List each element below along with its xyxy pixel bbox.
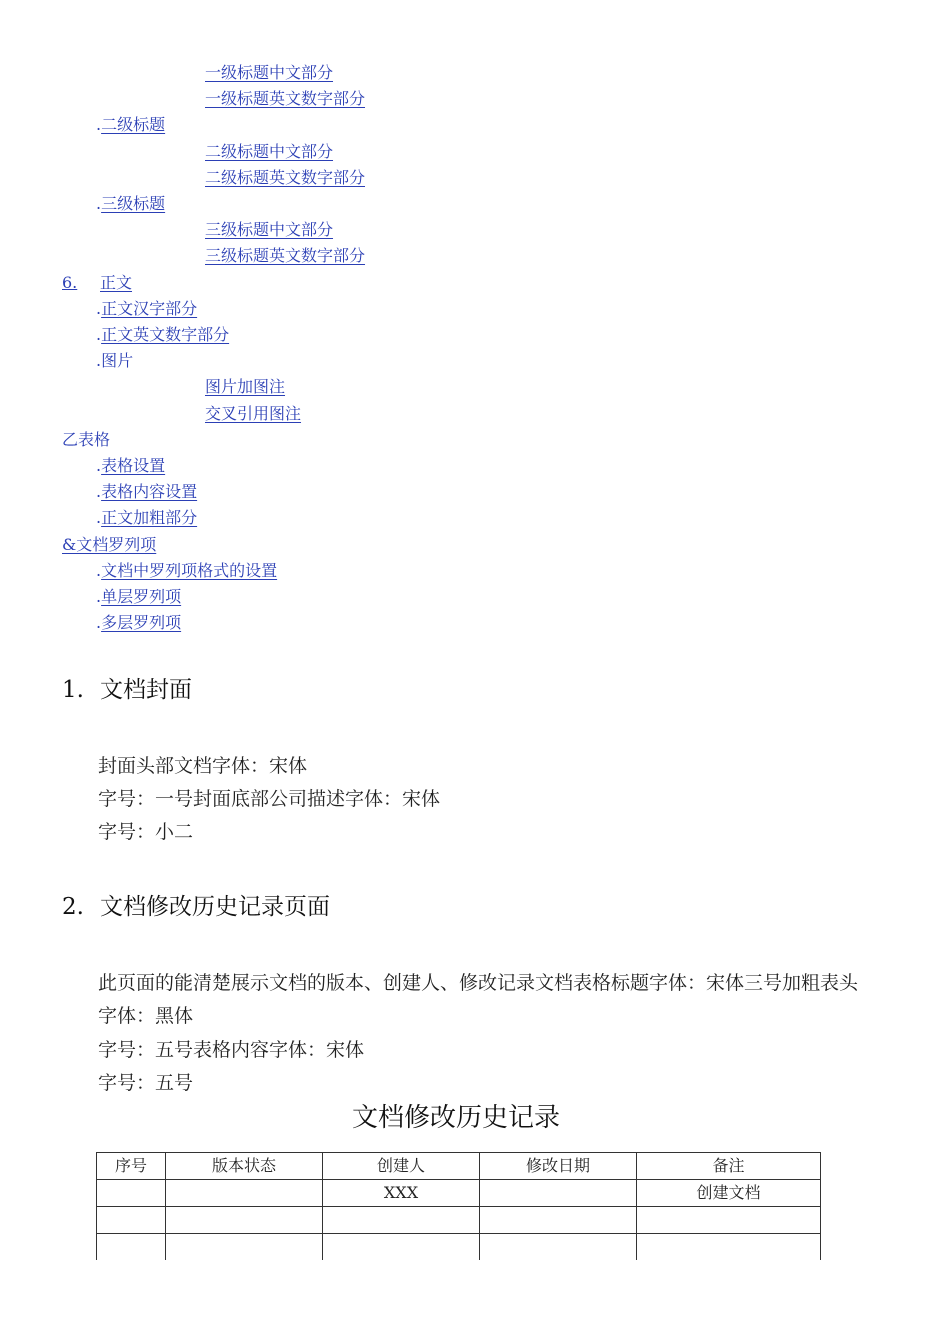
toc-entry-link[interactable]: 正文 bbox=[100, 272, 133, 292]
header-cell: 修改日期 bbox=[480, 1153, 637, 1180]
table-cell bbox=[637, 1234, 821, 1261]
toc-entry[interactable] bbox=[62, 427, 110, 453]
toc-entry-link[interactable]: 图片 bbox=[101, 351, 134, 371]
toc-entry-number: . bbox=[96, 298, 102, 318]
toc-entry-link[interactable]: 二级标题 bbox=[101, 115, 166, 135]
table-cell bbox=[480, 1207, 637, 1234]
toc-entry[interactable] bbox=[205, 139, 333, 165]
toc-entry[interactable] bbox=[96, 505, 197, 531]
header-cell: 序号 bbox=[97, 1153, 166, 1180]
toc-entry-number: . bbox=[96, 508, 102, 528]
table-cell bbox=[323, 1234, 480, 1261]
section-2-line: 字号：五号表格内容字体：宋体 bbox=[98, 1039, 365, 1061]
toc-entry-link[interactable]: 乙表格 bbox=[62, 429, 111, 449]
toc-entry-number: . bbox=[96, 194, 102, 213]
toc-entry[interactable] bbox=[205, 374, 285, 400]
section-2-heading bbox=[62, 892, 330, 922]
header-cell: 备注 bbox=[637, 1153, 821, 1180]
toc-entry-number: . bbox=[96, 325, 102, 344]
toc-entry-link[interactable]: 三级标题中文部分 bbox=[205, 220, 334, 240]
toc-entry-link[interactable]: 正文汉字部分 bbox=[101, 298, 198, 318]
toc-entry-number: . bbox=[96, 560, 102, 580]
toc-entry-link[interactable]: 单层罗列项 bbox=[101, 587, 182, 606]
toc-entry-number: . bbox=[96, 613, 102, 633]
toc-entry[interactable] bbox=[96, 453, 165, 479]
toc-entry-number: . bbox=[96, 482, 102, 502]
toc-entry[interactable] bbox=[96, 584, 181, 610]
toc-entry-link[interactable]: 一级标题英文数字部分 bbox=[205, 89, 366, 109]
toc-entry[interactable] bbox=[205, 60, 333, 86]
table-cell bbox=[323, 1207, 480, 1234]
toc-entry[interactable] bbox=[96, 296, 197, 322]
section-1-title: 文档封面 bbox=[100, 677, 192, 703]
toc-entry[interactable] bbox=[205, 165, 365, 191]
section-1-line: 字号：小二 bbox=[98, 821, 194, 843]
section-2-line: 字号：五号 bbox=[98, 1072, 194, 1094]
toc-entry[interactable] bbox=[205, 401, 301, 427]
table-cell bbox=[97, 1234, 166, 1261]
table-cell bbox=[166, 1207, 323, 1234]
table-cell bbox=[637, 1207, 821, 1234]
toc-entry-link[interactable]: 表格内容设置 bbox=[101, 482, 198, 502]
toc-entry[interactable] bbox=[96, 112, 165, 138]
header-cell: 创建人 bbox=[323, 1153, 480, 1180]
table-cell bbox=[166, 1180, 323, 1207]
table-cell: 创建文档 bbox=[637, 1180, 821, 1207]
toc-entry[interactable] bbox=[96, 191, 165, 217]
toc-entry[interactable] bbox=[205, 86, 365, 112]
toc-entry-number: . bbox=[96, 587, 102, 606]
toc-entry[interactable] bbox=[96, 610, 181, 636]
toc-entry[interactable] bbox=[96, 479, 197, 505]
table-cell bbox=[480, 1180, 637, 1207]
toc-entry-number: . bbox=[96, 115, 102, 135]
table-row bbox=[97, 1207, 821, 1234]
table-row bbox=[97, 1234, 821, 1261]
table-cell bbox=[97, 1207, 166, 1234]
toc-entry[interactable] bbox=[96, 558, 277, 584]
table-row bbox=[97, 1180, 821, 1207]
toc-entry-link[interactable]: 文档中罗列项格式的设置 bbox=[101, 560, 278, 580]
toc-entry-link[interactable]: 三级标题英文数字部分 bbox=[205, 246, 366, 266]
toc-entry-number: . bbox=[96, 351, 102, 371]
section-1-heading bbox=[62, 675, 192, 705]
toc-entry-link[interactable]: 正文加粗部分 bbox=[101, 508, 198, 528]
history-table bbox=[96, 1152, 821, 1260]
toc-entry-link[interactable]: 多层罗列项 bbox=[101, 613, 182, 633]
toc-entry-link[interactable]: 图片加图注 bbox=[205, 377, 286, 397]
toc-entry-link[interactable]: &文档罗列项 bbox=[62, 534, 157, 554]
toc-entry-link[interactable]: 二级标题英文数字部分 bbox=[205, 167, 366, 187]
toc-entry-link[interactable]: 三级标题 bbox=[101, 194, 166, 213]
section-1-number: 1. bbox=[62, 677, 84, 703]
section-2-title: 文档修改历史记录页面 bbox=[100, 894, 330, 920]
table-cell bbox=[97, 1180, 166, 1207]
toc-entry-link[interactable]: 二级标题中文部分 bbox=[205, 141, 334, 161]
section-1-line: 字号：一号封面底部公司描述字体：宋体 bbox=[98, 788, 441, 810]
table-cell bbox=[480, 1234, 637, 1261]
section-2-paragraph: 此页面的能清楚展示文档的版本、创建人、修改记录文档表格标题字体：宋体三号加粗表头字体：黑体 bbox=[98, 972, 859, 1027]
toc-entry-link[interactable]: 交叉引用图注 bbox=[205, 403, 302, 423]
history-table-header-row bbox=[97, 1153, 821, 1180]
toc-entry-link[interactable]: 正文英文数字部分 bbox=[101, 325, 230, 344]
toc-entry[interactable] bbox=[205, 243, 365, 269]
toc-entry[interactable] bbox=[96, 348, 133, 374]
toc-entry-link[interactable]: 一级标题中文部分 bbox=[205, 63, 334, 82]
table-cell: XXX bbox=[323, 1180, 480, 1207]
toc-entry[interactable] bbox=[205, 217, 333, 243]
table-cell bbox=[166, 1234, 323, 1261]
toc-entry[interactable] bbox=[62, 532, 156, 558]
toc-entry[interactable] bbox=[96, 322, 229, 348]
section-1-line: 封面头部文档字体：宋体 bbox=[98, 755, 308, 777]
toc-entry-number: 6. bbox=[62, 272, 78, 292]
section-2-number: 2. bbox=[62, 894, 84, 920]
toc-entry[interactable] bbox=[62, 270, 132, 296]
toc-entry-link[interactable]: 表格设置 bbox=[101, 456, 166, 475]
toc-entry-number: . bbox=[96, 456, 102, 475]
header-cell: 版本状态 bbox=[166, 1153, 323, 1180]
history-table-title: 文档修改历史记录 bbox=[351, 1103, 560, 1133]
